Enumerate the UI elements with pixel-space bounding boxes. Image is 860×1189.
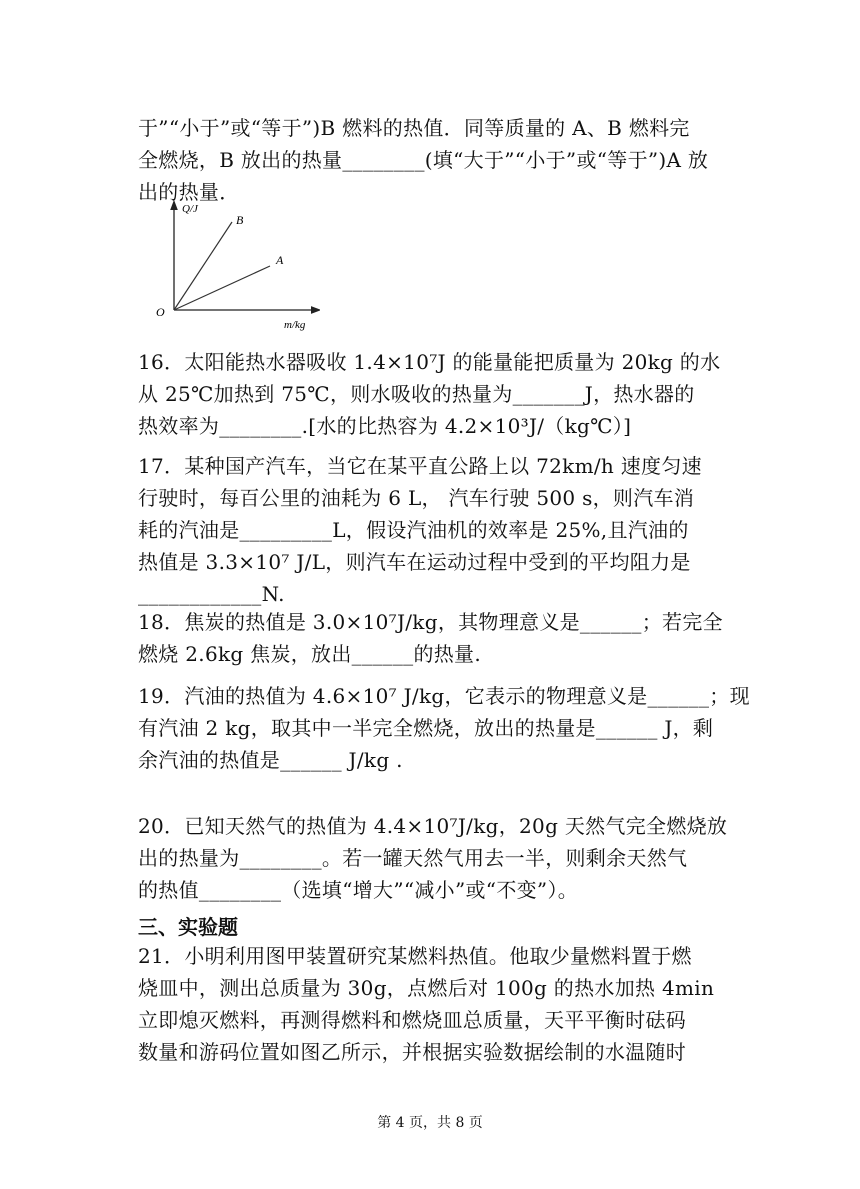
page-number: 第 4 页，共 8 页 (377, 1115, 483, 1131)
text-line: ____________N. (138, 582, 285, 606)
y-axis-label: Q/J (182, 203, 198, 215)
text-line: 出的热量． (138, 180, 240, 204)
question-15-text (138, 112, 728, 208)
text-line: 的热值________（选填“增大”“减小”或“不变”）。 (138, 878, 579, 902)
question-21-text (138, 940, 728, 1068)
text-line: 耗的汽油是_________L，假设汽油机的效率是 25%,且汽油的 (138, 518, 689, 542)
line-b-label: B (236, 213, 244, 227)
text-line: 行驶时，每百公里的油耗为 6 L， 汽车行驶 500 s，则汽车消 (138, 486, 695, 510)
line-a-label: A (276, 253, 284, 267)
question-17-text (138, 450, 728, 610)
question-19-text (138, 680, 750, 776)
text-line: 18．焦炭的热值是 3.0×10⁷J/kg，其物理意义是______；若完全 (138, 610, 723, 634)
text-line: 全燃烧，B 放出的热量________(填“大于”“小于”或“等于”)A 放 (138, 148, 709, 172)
text-line: 烧皿中，测出总质量为 30g，点燃后对 100g 的热水加热 4min (138, 976, 715, 1000)
text-line: 热效率为________.[水的比热容为 4.2×10³J/（kg℃）] (138, 414, 632, 438)
question-18-text (138, 606, 728, 670)
text-line: 21．小明利用图甲装置研究某燃料热值。他取少量燃料置于燃 (138, 944, 692, 968)
text-line: 数量和游码位置如图乙所示，并根据实验数据绘制的水温随时 (138, 1040, 687, 1064)
q-m-graph (150, 200, 320, 335)
text-line: 出的热量为________。若一罐天然气用去一半，则剩余天然气 (138, 846, 688, 870)
text-line: 从 25℃加热到 75℃，则水吸收的热量为_______J，热水器的 (138, 382, 695, 406)
text-line: 17．某种国产汽车，当它在某平直公路上以 72km/h 速度匀速 (138, 454, 702, 478)
text-line: 立即熄灭燃料，再测得燃料和燃烧皿总质量，天平平衡时砝码 (138, 1008, 687, 1032)
text-line: 热值是 3.3×10⁷ J/L，则汽车在运动过程中受到的平均阻力是 (138, 550, 691, 574)
text-line: 有汽油 2 kg，取其中一半完全燃烧，放出的热量是______ J，剩 (138, 716, 714, 740)
text-line: 16．太阳能热水器吸收 1.4×10⁷J 的能量能把质量为 20kg 的水 (138, 350, 721, 374)
question-20-text (138, 810, 728, 906)
section-heading: 三、实验题 (138, 915, 238, 939)
text-line: 余汽油的热值是______ J/kg . (138, 748, 403, 772)
text-line: 19．汽油的热值为 4.6×10⁷ J/kg，它表示的物理意义是______；现 (138, 684, 750, 708)
text-line: 于”“小于”或“等于”)B 燃料的热值．同等质量的 A、B 燃料完 (138, 116, 690, 140)
text-line: 燃烧 2.6kg 焦炭，放出______的热量. (138, 642, 482, 666)
question-16-text (138, 346, 728, 442)
text-line: 20．已知天然气的热值为 4.4×10⁷J/kg，20g 天然气完全燃烧放 (138, 814, 728, 838)
origin-label: O (156, 305, 165, 319)
x-axis-label: m/kg (284, 319, 306, 331)
